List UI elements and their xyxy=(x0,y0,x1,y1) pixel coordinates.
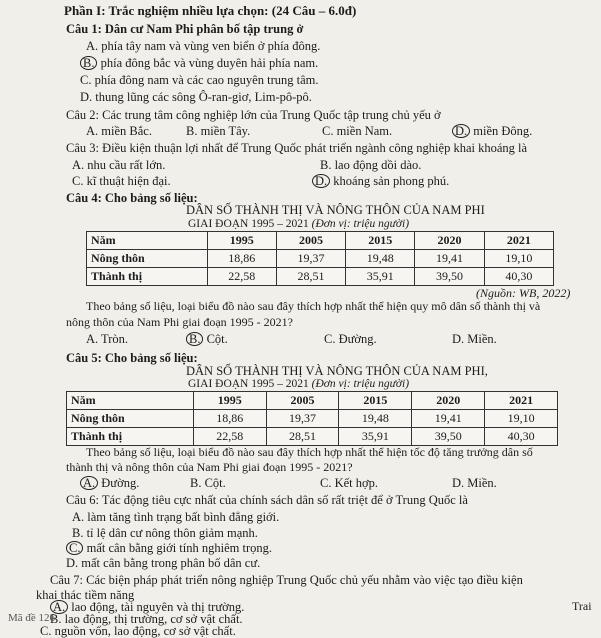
q4-option-b[interactable]: B. Cột. xyxy=(186,332,228,346)
q4-table-subtitle: GIAI ĐOẠN 1995 – 2021 (Đơn vị: triệu người) xyxy=(188,218,410,230)
q5-option-b[interactable]: B. Cột. xyxy=(190,476,226,490)
q2-option-b[interactable]: B. miền Tây. xyxy=(186,124,251,138)
table-row: Nông thôn 18,86 19,37 19,48 19,41 19,10 xyxy=(87,250,554,268)
q5-stem: Câu 5: Cho bảng số liệu: xyxy=(66,351,198,365)
q7-option-b[interactable]: B. lao động, thị trường, cơ sở vật chất. xyxy=(50,612,243,626)
selected-mark-icon: D. xyxy=(312,174,330,188)
q5-option-d[interactable]: D. Miền. xyxy=(452,476,497,490)
q5-option-a[interactable]: A. Đường. xyxy=(80,476,139,490)
q4-question: Theo bảng số liệu, loại biểu đồ nào sau đây thích hợp nhất thể hiện quy mô dân số thành thị và xyxy=(86,299,541,313)
q3-option-c[interactable]: C. kĩ thuật hiện đại. xyxy=(72,174,171,188)
q1-option-b[interactable]: B. phía đông bắc và vùng duyên hải phía nam. xyxy=(80,56,318,70)
q2-stem: Câu 2: Các trung tâm công nghiệp lớn của Trung Quốc tập trung chủ yếu ở xyxy=(66,108,441,122)
table-row: Thành thị 22,58 28,51 35,91 39,50 40,30 xyxy=(87,268,554,286)
q6-option-b[interactable]: B. tỉ lệ dân cư nông thôn giảm mạnh. xyxy=(72,526,258,540)
q6-option-c[interactable]: C. mất cân bằng giới tính nghiêm trọng. xyxy=(66,541,272,555)
q5-question: Theo bảng số liệu, loại biểu đồ nào sau đây thích hợp nhất thể hiện tốc độ tăng trưởng dân số xyxy=(86,445,533,459)
q6-option-d[interactable]: D. mất cân bằng trong phân bố dân cư. xyxy=(66,556,261,570)
table-header-row: Năm 1995 2005 2015 2020 2021 xyxy=(87,232,554,250)
q2-option-a[interactable]: A. miền Bắc. xyxy=(86,124,152,138)
q3-option-d[interactable]: D. khoáng sản phong phú. xyxy=(312,174,449,188)
footer-exam-code: Mã đề 126 xyxy=(8,612,56,624)
q7-stem-cont: khai thác tiềm năng xyxy=(36,588,135,602)
q3-option-a[interactable]: A. nhu cầu rất lớn. xyxy=(72,158,166,172)
q4-table-source: (Nguồn: WB, 2022) xyxy=(476,286,571,300)
q4-question-cont: nông thôn của Nam Phi giai đoạn 1995 - 2021? xyxy=(66,315,293,329)
q1-option-a[interactable]: A. phía tây nam và vùng ven biển ở phía đông. xyxy=(86,39,321,53)
table-row: Thành thị 22,58 28,51 35,91 39,50 40,30 xyxy=(67,428,558,446)
selected-mark-icon: B. xyxy=(80,56,97,70)
q4-option-d[interactable]: D. Miền. xyxy=(452,332,497,346)
selected-mark-icon: A. xyxy=(50,600,68,614)
q4-table-title: DÂN SỐ THÀNH THỊ VÀ NÔNG THÔN CỦA NAM PHI xyxy=(186,203,485,217)
table-header-row: Năm 1995 2005 2015 2020 2021 xyxy=(67,392,558,410)
q2-option-d[interactable]: D. miền Đông. xyxy=(452,124,532,138)
q4-option-c[interactable]: C. Đường. xyxy=(324,332,377,346)
q4-data-table xyxy=(86,231,554,286)
footer-right-text: Trai xyxy=(572,599,592,613)
q5-option-c[interactable]: C. Kết hợp. xyxy=(320,476,378,490)
q1-stem: Câu 1: Dân cư Nam Phi phân bố tập trung ở xyxy=(66,22,304,36)
q4-stem: Câu 4: Cho bảng số liệu: xyxy=(66,191,198,205)
q1-option-d[interactable]: D. thung lũng các sông Ô-ran-giơ, Lim-pô-pô. xyxy=(80,90,312,104)
q3-stem: Câu 3: Điều kiện thuận lợi nhất để Trung Quốc phát triển ngành công nghiệp khai khoáng là xyxy=(66,141,528,155)
q7-option-a[interactable]: A. lao động, tài nguyên và thị trường. xyxy=(50,600,244,614)
q1-option-c[interactable]: C. phía đông nam và các cao nguyên trung tâm. xyxy=(80,73,319,87)
q4-option-a[interactable]: A. Tròn. xyxy=(86,332,129,346)
q5-question-cont: thành thị và nông thôn của Nam Phi giai đoạn 1995 - 2021? xyxy=(66,460,353,474)
selected-mark-icon: C. xyxy=(66,541,83,555)
selected-mark-icon: D. xyxy=(452,124,470,138)
q7-option-c[interactable]: C. nguồn vốn, lao động, cơ sở vật chất. xyxy=(40,624,236,638)
selected-mark-icon: B. xyxy=(186,332,203,346)
q5-table-subtitle: GIAI ĐOẠN 1995 – 2021 (Đơn vị: triệu người) xyxy=(188,378,410,390)
q6-option-a[interactable]: A. làm tăng tình trạng bất bình đẳng giới. xyxy=(72,510,280,524)
q6-stem: Câu 6: Tác động tiêu cực nhất của chính sách dân số rất triệt để ở Trung Quốc là xyxy=(66,493,468,507)
q7-stem: Câu 7: Các biện pháp phát triển nông nghiệp Trung Quốc chủ yếu nhằm vào việc tạo điều kiện xyxy=(50,573,523,587)
q3-option-b[interactable]: B. lao động dồi dào. xyxy=(320,158,422,172)
part-title: Phần I: Trắc nghiệm nhiều lựa chọn: (24 Câu – 6.0đ) xyxy=(64,3,357,18)
selected-mark-icon: A. xyxy=(80,476,98,490)
q2-option-c[interactable]: C. miền Nam. xyxy=(322,124,393,138)
table-row: Nông thôn 18,86 19,37 19,48 19,41 19,10 xyxy=(67,410,558,428)
q5-table-title: DÂN SỐ THÀNH THỊ VÀ NÔNG THÔN CỦA NAM PHI, xyxy=(186,364,488,378)
q5-data-table xyxy=(66,391,558,446)
